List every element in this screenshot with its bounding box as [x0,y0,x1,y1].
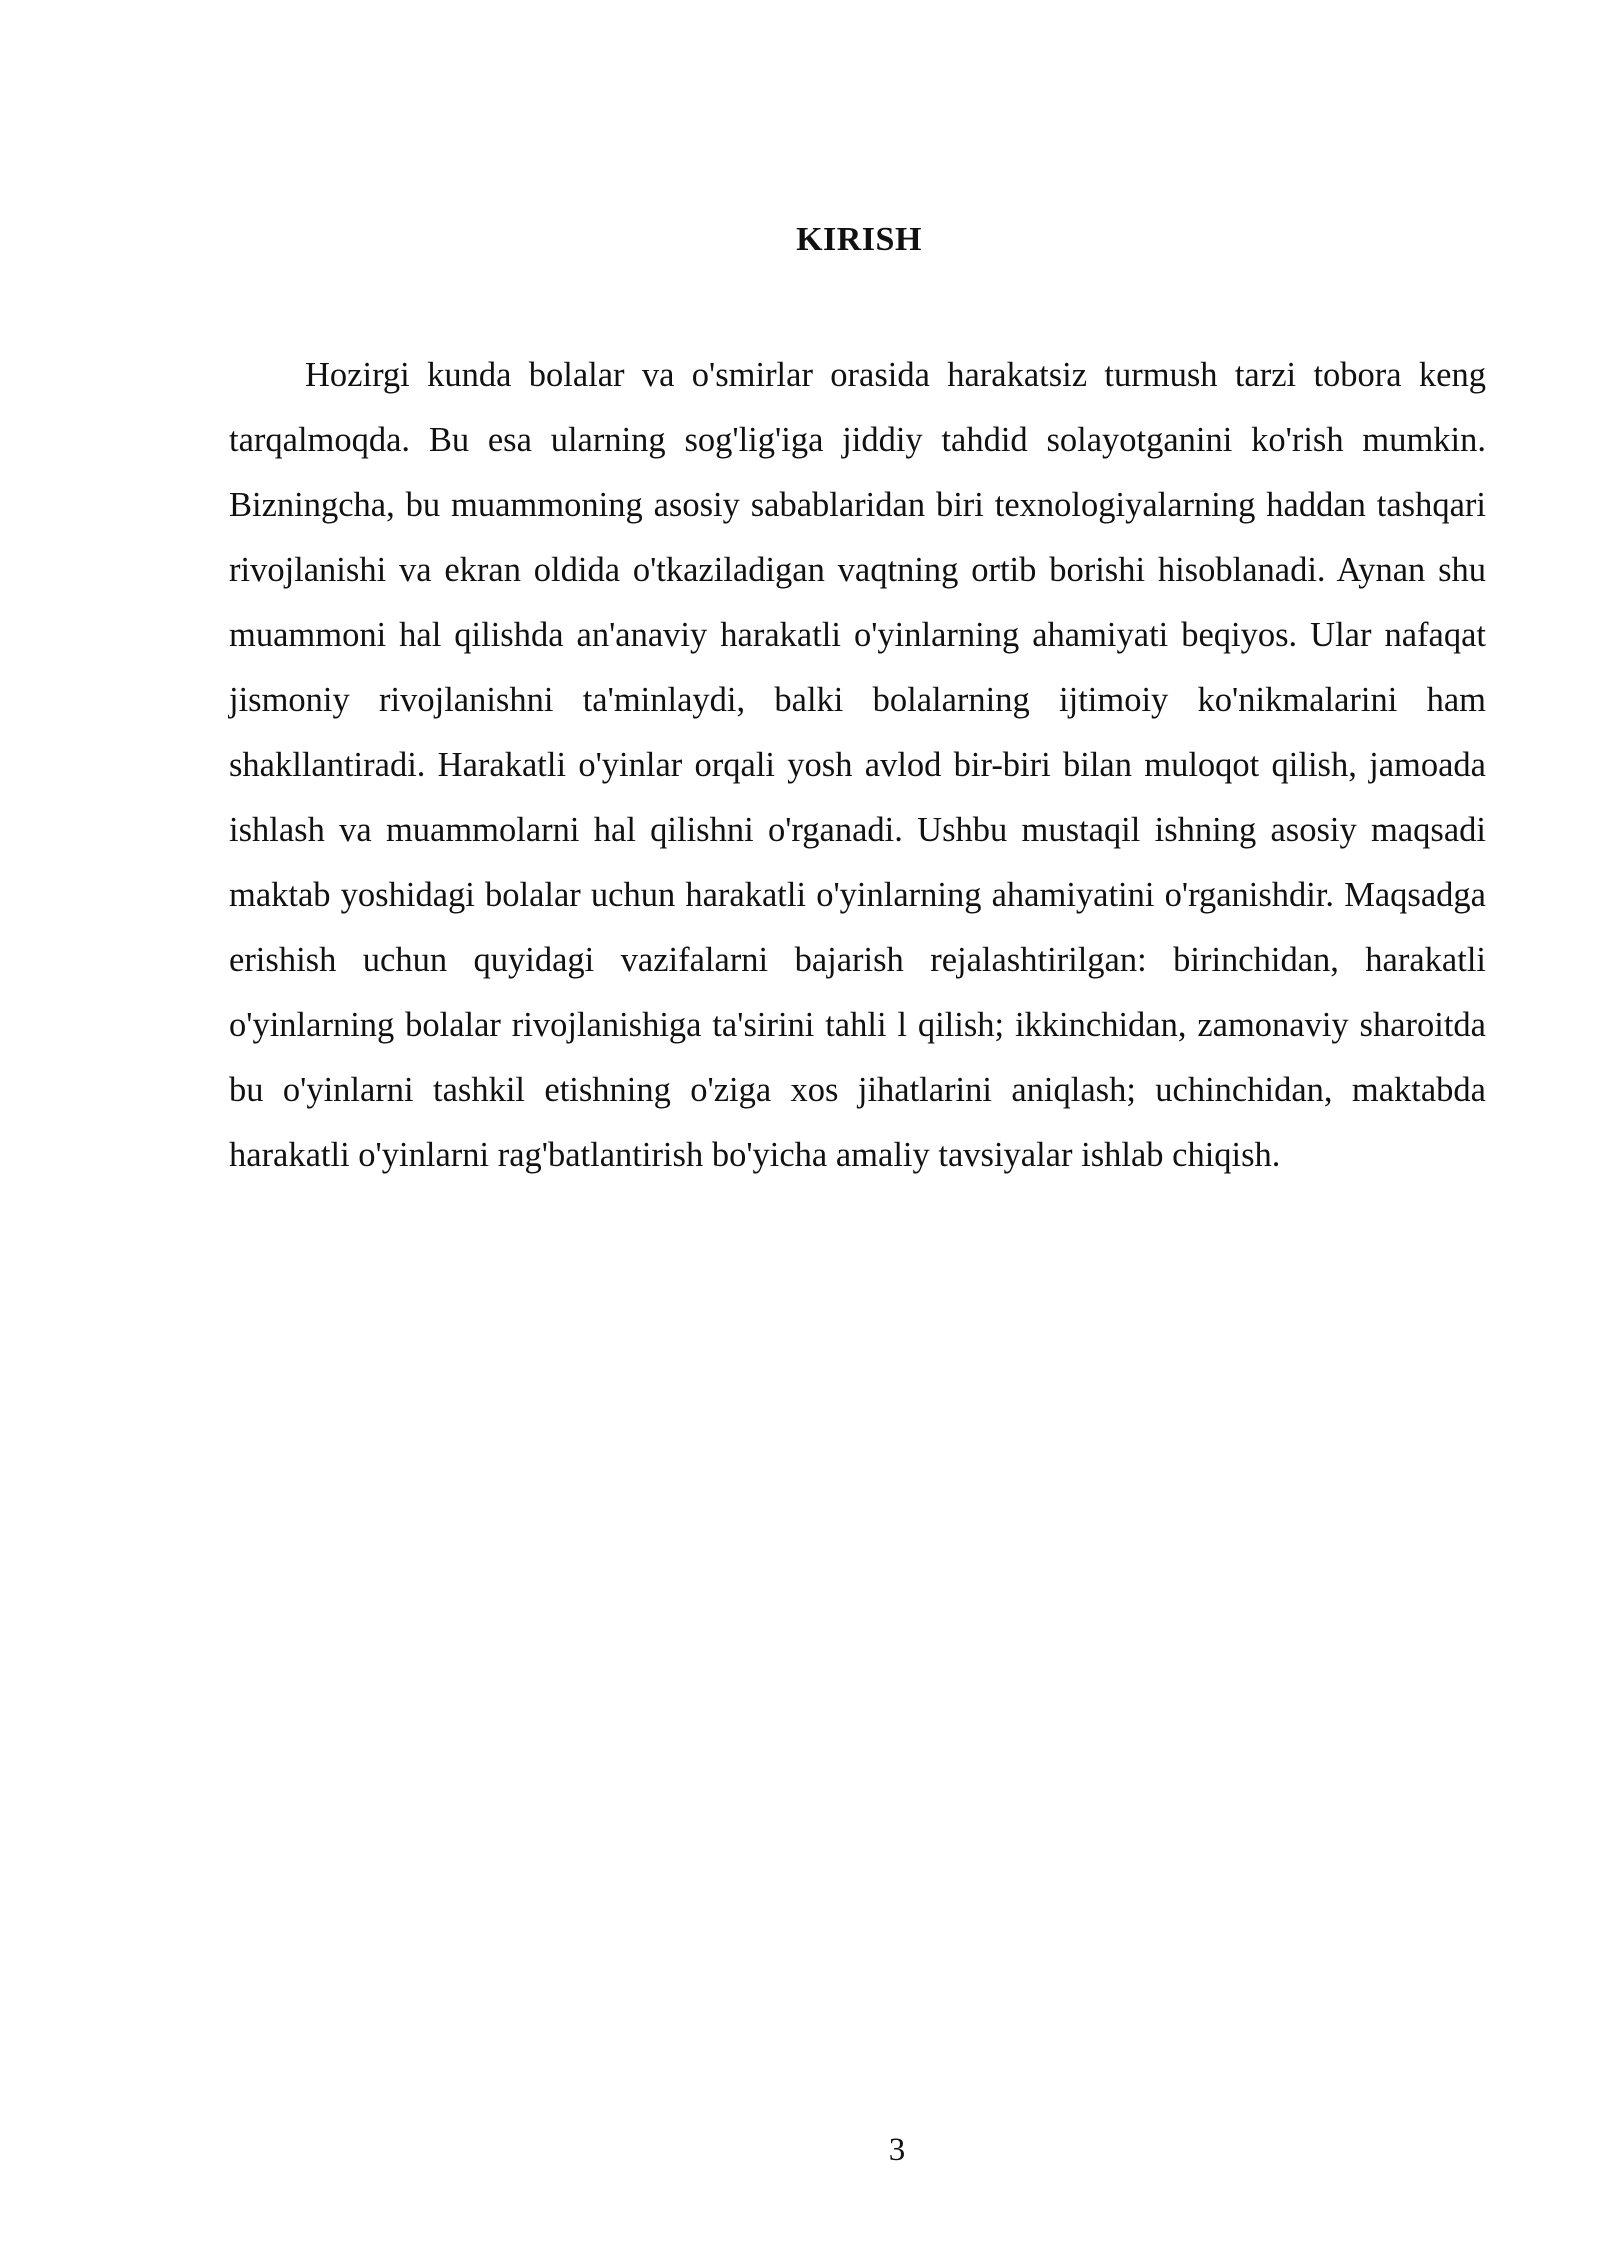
page-number: 3 [888,2132,906,2168]
body-paragraph: Hozirgi kunda bolalar va o'smirlar orasida harakatsiz turmush tarzi tobora keng tarqalmoqda. Bu esa ularning sog'lig'iga jiddiy tahdid solayotganini ko'rish mumkin. Bizningcha, bu muammoning asosiy sabablaridan biri texnologiyalarning haddan tashqari rivojlanishi va ekran oldida o'tkaziladigan vaqtning ortib borishi hisoblanadi. Aynan shu muammoni hal qilishda an'anaviy harakatli o'yinlarning ahamiyati beqiyos. Ular nafaqat jismoniy rivojlanishni ta'minlaydi, balki bolalarning ijtimoiy ko'nikmalarini ham shakllantiradi. Harakatli o'yinlar orqali yosh avlod bir-biri bilan muloqot qilish, jamoada ishlash va muammolarni hal qilishni o'rganadi. Ushbu mustaqil ishning asosiy maqsadi maktab yoshidagi bolalar uchun harakatli o'yinlarning ahamiyatini o'rganishdir. Maqsadga erishish uchun quyidagi vazifalarni bajarish rejalashtirilgan: birinchidan, harakatli o'yinlarning bolalar rivojlanishiga ta'sirini tahli l qilish; ikkinchidan, zamonaviy sharoitda bu o'yinlarni tashkil etishning o'ziga xos jihatlarini aniqlash; uchinchidan, maktabda harakatli o'yinlarni rag'batlantirish bo'yicha amaliy tavsiyalar ishlab chiqish. [229,356,1486,1174]
section-title: KIRISH [796,221,922,258]
